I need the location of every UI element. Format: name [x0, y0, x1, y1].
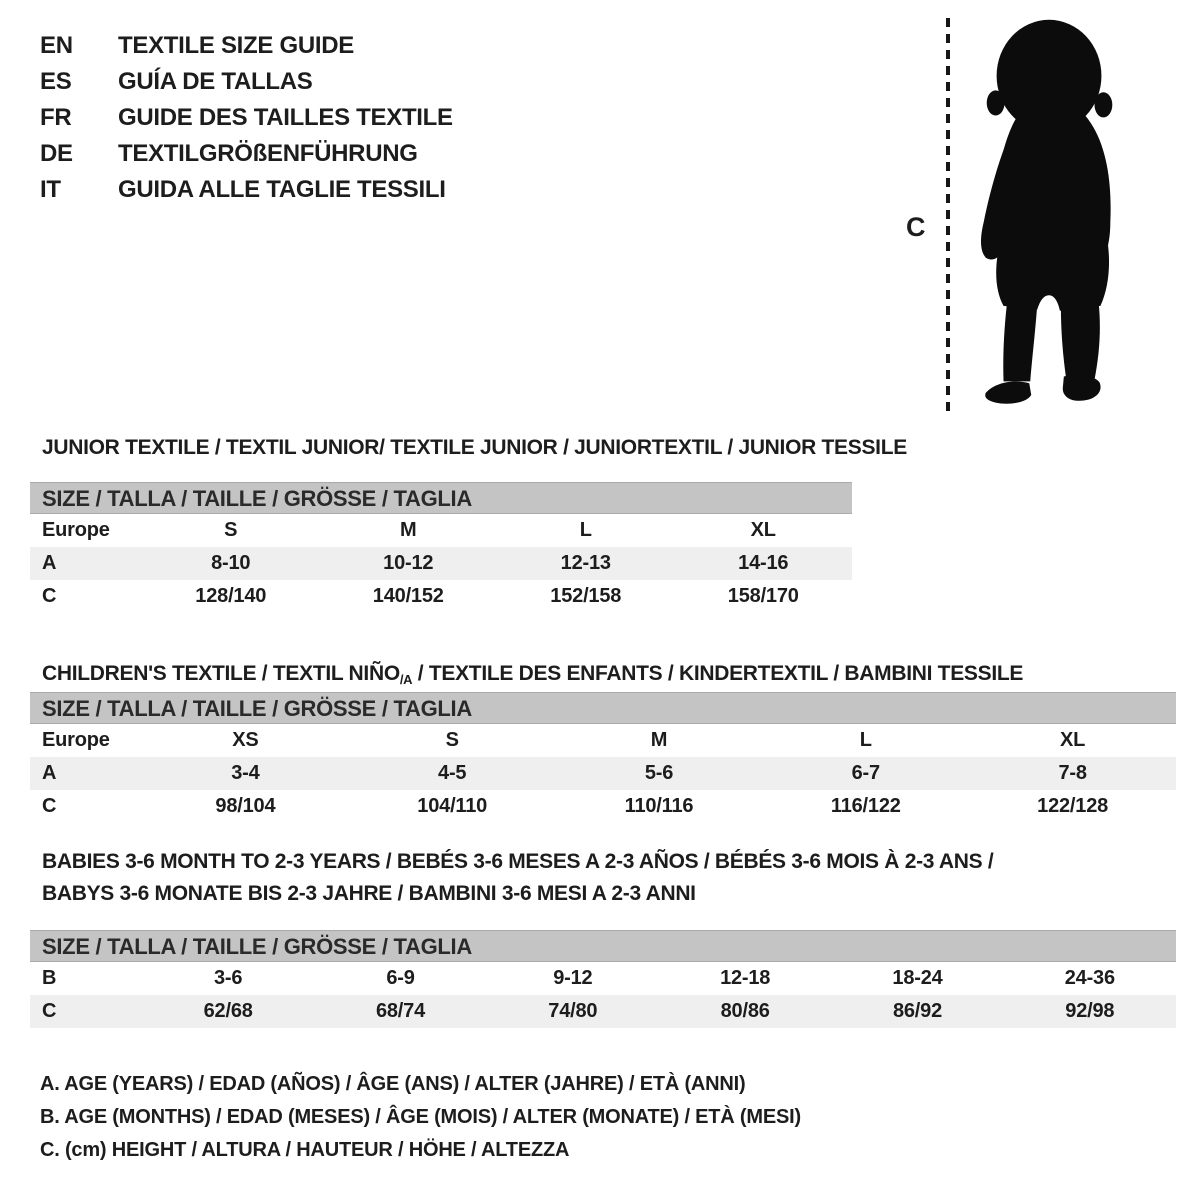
- height-cell: 122/128: [1037, 795, 1109, 817]
- baby-silhouette-icon: [962, 14, 1140, 420]
- size-header-bar: SIZE / TALLA / TAILLE / GRÖSSE / TAGLIA: [30, 482, 852, 514]
- lang-row-es: [40, 64, 453, 100]
- age-cell: 3-4: [231, 762, 260, 784]
- height-cell: 116/122: [830, 795, 901, 817]
- row-label: C: [42, 1000, 57, 1022]
- babies-section-title-line2: BABYS 3-6 MONATE BIS 2-3 JAHRE / BAMBINI 3-6 MESI A 2-3 ANNI: [42, 882, 696, 905]
- height-cell: 128/140: [195, 585, 267, 607]
- height-cell: 62/68: [203, 1000, 253, 1022]
- height-cell: 158/170: [727, 585, 799, 607]
- size-cell: XS: [232, 729, 259, 751]
- height-cell: 68/74: [375, 1000, 426, 1022]
- table-row-europe: [30, 724, 1176, 757]
- lang-row-en: [40, 28, 453, 64]
- legend-line-a: A. AGE (YEARS) / EDAD (AÑOS) / ÂGE (ANS) / ALTER (JAHRE) / ETÀ (ANNI): [40, 1073, 746, 1095]
- age-cell: 6-7: [851, 762, 880, 784]
- table-row-height: [30, 580, 852, 613]
- table-row-height: [30, 995, 1176, 1028]
- height-cell: 104/110: [417, 795, 488, 817]
- table-row-age: [30, 757, 1176, 790]
- age-cell: 5-6: [644, 762, 674, 784]
- lang-title: GUIDA ALLE TAGLIE TESSILI: [118, 176, 446, 203]
- junior-size-table: [30, 482, 852, 613]
- size-header-bar: SIZE / TALLA / TAILLE / GRÖSSE / TAGLIA: [30, 930, 1176, 962]
- height-dashed-line: [946, 18, 950, 416]
- months-cell: 12-18: [720, 967, 771, 989]
- age-cell: 7-8: [1058, 762, 1087, 784]
- row-label: C: [42, 585, 57, 607]
- size-cell: S: [445, 729, 459, 751]
- height-cell: 98/104: [215, 795, 276, 817]
- legend-line-b: B. AGE (MONTHS) / EDAD (MESES) / ÂGE (MOIS) / ALTER (MONATE) / ETÀ (MESI): [40, 1106, 801, 1128]
- table-row-europe: [30, 514, 852, 547]
- lang-code: IT: [40, 176, 61, 203]
- lang-title: TEXTILGRÖßENFÜHRUNG: [118, 140, 418, 167]
- height-cell: 92/98: [1065, 1000, 1115, 1022]
- age-cell: 8-10: [211, 552, 251, 574]
- row-label: A: [42, 552, 57, 574]
- height-cell: 86/92: [892, 1000, 943, 1022]
- table-row-months: [30, 962, 1176, 995]
- lang-code: FR: [40, 104, 72, 131]
- months-cell: 18-24: [892, 967, 943, 989]
- lang-title: GUÍA DE TALLAS: [118, 68, 313, 95]
- children-title-rest: / TEXTILE DES ENFANTS / KINDERTEXTIL / BAMBINI TESSILE: [412, 662, 1024, 685]
- size-cell: M: [400, 519, 417, 541]
- months-cell: 3-6: [214, 967, 243, 989]
- height-cell: 140/152: [372, 585, 444, 607]
- height-cell: 74/80: [548, 1000, 598, 1022]
- babies-size-table: [30, 930, 1176, 1028]
- children-title-main: CHILDREN'S TEXTILE / TEXTIL NIÑO: [42, 662, 400, 685]
- lang-title: TEXTILE SIZE GUIDE: [118, 32, 354, 59]
- children-section-title: [42, 662, 1023, 687]
- table-row-age: [30, 547, 852, 580]
- table-row-height: [30, 790, 1176, 823]
- age-cell: 12-13: [560, 552, 611, 574]
- legend-line-c: C. (cm) HEIGHT / ALTURA / HAUTEUR / HÖHE / ALTEZZA: [40, 1139, 570, 1161]
- language-title-list: [40, 28, 453, 208]
- months-cell: 24-36: [1064, 967, 1115, 989]
- children-title-subscript: /A: [399, 672, 413, 687]
- age-cell: 10-12: [383, 552, 434, 574]
- size-cell: L: [579, 519, 592, 541]
- babies-section-title-line1: BABIES 3-6 MONTH TO 2-3 YEARS / BEBÉS 3-6 MESES A 2-3 AÑOS / BÉBÉS 3-6 MOIS À 2-3 ANS /: [42, 850, 994, 873]
- months-cell: 6-9: [386, 967, 415, 989]
- height-measure-label: C: [906, 212, 926, 242]
- size-header-bar: SIZE / TALLA / TAILLE / GRÖSSE / TAGLIA: [30, 692, 1176, 724]
- row-label: A: [42, 762, 57, 784]
- lang-row-fr: [40, 100, 453, 136]
- age-cell: 4-5: [438, 762, 467, 784]
- size-cell: XL: [1060, 729, 1086, 751]
- lang-row-de: [40, 136, 453, 172]
- lang-code: EN: [40, 32, 73, 59]
- height-cell: 152/158: [550, 585, 622, 607]
- children-size-table: [30, 692, 1176, 823]
- lang-title: GUIDE DES TAILLES TEXTILE: [118, 104, 453, 131]
- row-label: B: [42, 967, 57, 989]
- row-label: Europe: [42, 729, 110, 751]
- size-cell: S: [224, 519, 238, 541]
- measurement-legend: [40, 1068, 801, 1167]
- months-cell: 9-12: [553, 967, 593, 989]
- row-label: C: [42, 795, 57, 817]
- size-cell: XL: [750, 519, 776, 541]
- height-cell: 80/86: [720, 1000, 770, 1022]
- size-cell: L: [859, 729, 872, 751]
- size-cell: M: [650, 729, 668, 751]
- lang-code: ES: [40, 68, 72, 95]
- junior-section-title: JUNIOR TEXTILE / TEXTIL JUNIOR/ TEXTILE JUNIOR / JUNIORTEXTIL / JUNIOR TESSILE: [42, 436, 907, 459]
- height-cell: 110/116: [624, 795, 694, 817]
- lang-code: DE: [40, 140, 73, 167]
- lang-row-it: [40, 172, 453, 208]
- row-label: Europe: [42, 519, 110, 541]
- age-cell: 14-16: [738, 552, 789, 574]
